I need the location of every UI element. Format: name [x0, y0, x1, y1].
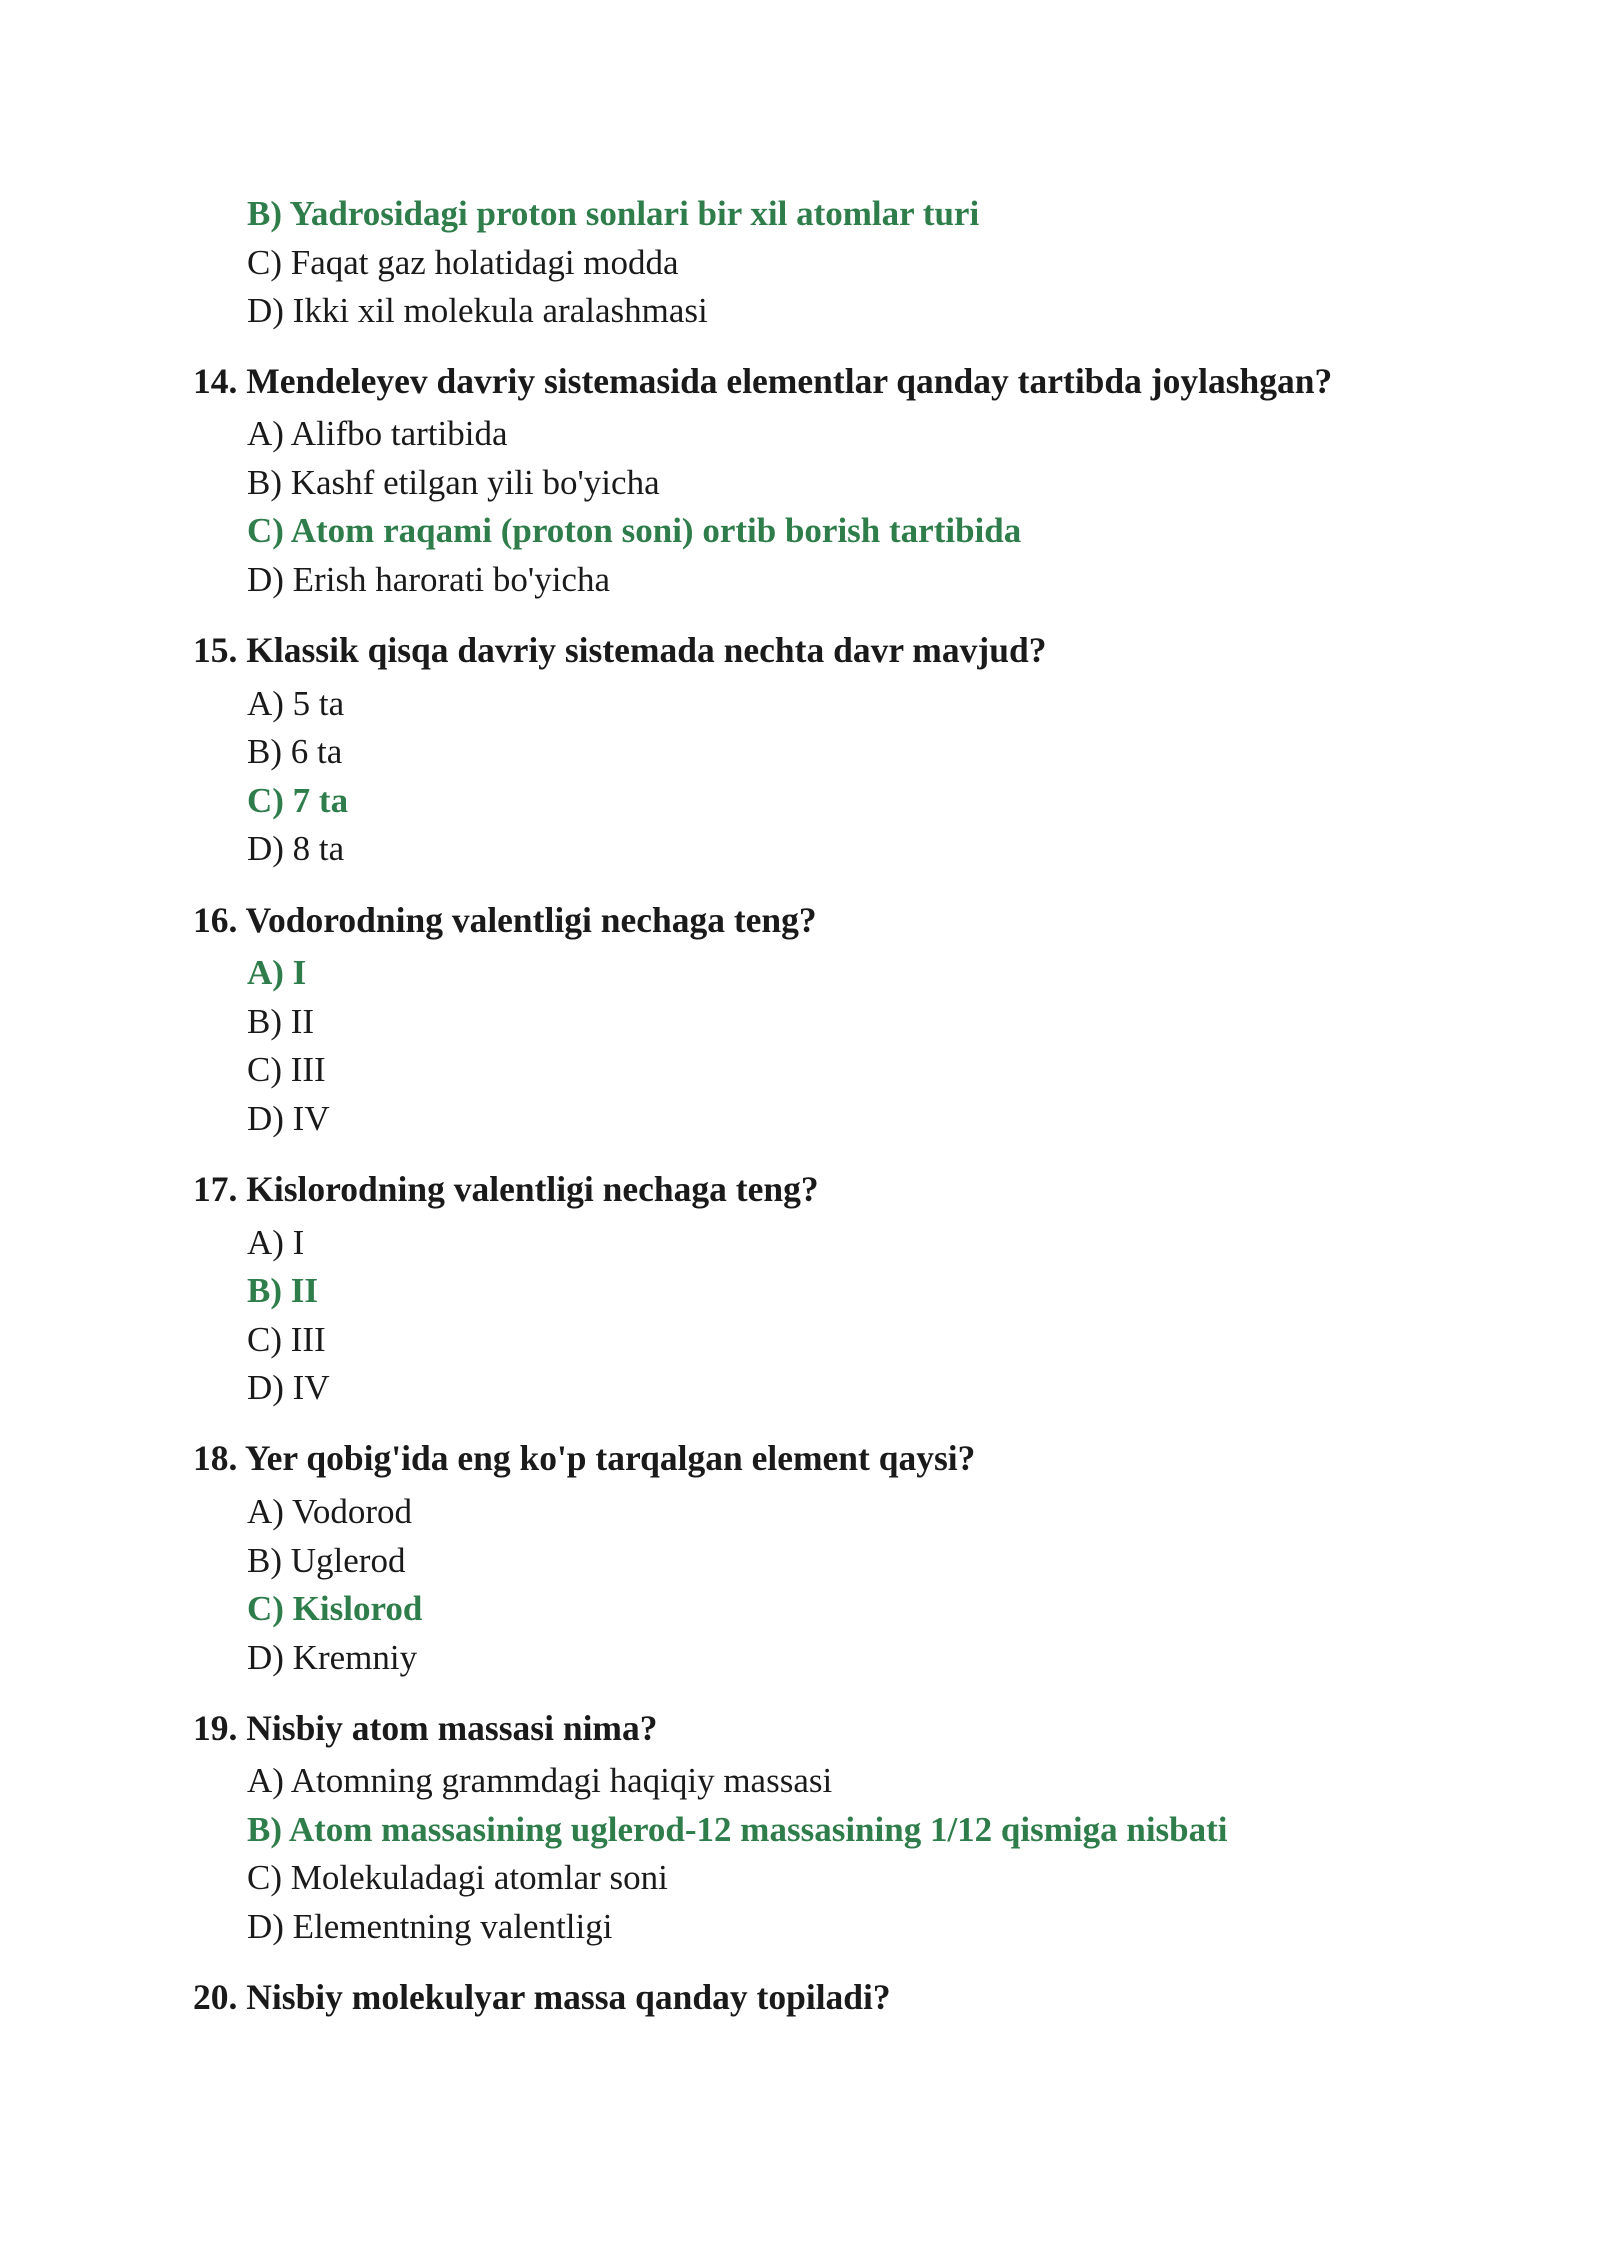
q16-option-d: D) IV: [247, 1099, 330, 1138]
q16-option-c: C) III: [247, 1050, 326, 1089]
q14-option-c-correct: C) Atom raqami (proton soni) ortib borish tartibida: [247, 511, 1022, 550]
q18-option-c-correct: C) Kislorod: [247, 1589, 423, 1628]
q17-question: 17. Kislorodning valentligi nechaga teng?: [193, 1169, 819, 1209]
q17-option-c: C) III: [247, 1320, 326, 1359]
q19-option-d: D) Elementning valentligi: [247, 1907, 613, 1946]
q19-option-a: A) Atomning grammdagi haqiqiy massasi: [247, 1761, 833, 1800]
q14-question: 14. Mendeleyev davriy sistemasida elementlar qanday tartibda joylashgan?: [193, 361, 1333, 401]
q16-option-b: B) II: [247, 1002, 315, 1041]
q18-question: 18. Yer qobig'ida eng ko'p tarqalgan element qaysi?: [193, 1438, 976, 1478]
q13-option-d: D) Ikki xil molekula aralashmasi: [247, 291, 708, 330]
q16-question: 16. Vodorodning valentligi nechaga teng?: [193, 900, 817, 940]
q15-question: 15. Klassik qisqa davriy sistemada nechta davr mavjud?: [193, 630, 1047, 670]
q17-option-d: D) IV: [247, 1368, 330, 1407]
q15-option-d: D) 8 ta: [247, 829, 345, 868]
q19-option-b-correct: B) Atom massasining uglerod-12 massasining 1/12 qismiga nisbati: [247, 1810, 1228, 1849]
q17-option-b-correct: B) II: [247, 1271, 318, 1310]
q14-option-a: A) Alifbo tartibida: [247, 414, 508, 453]
q15-option-c-correct: C) 7 ta: [247, 781, 349, 820]
q18-option-b: B) Uglerod: [247, 1541, 406, 1580]
q14-option-d: D) Erish harorati bo'yicha: [247, 560, 610, 599]
q18-option-a: A) Vodorod: [247, 1492, 412, 1531]
q13-option-c: C) Faqat gaz holatidagi modda: [247, 243, 679, 282]
q15-option-b: B) 6 ta: [247, 732, 343, 771]
q18-option-d: D) Kremniy: [247, 1638, 418, 1677]
q14-option-b: B) Kashf etilgan yili bo'yicha: [247, 463, 660, 502]
q20-question: 20. Nisbiy molekulyar massa qanday topiladi?: [193, 1977, 891, 2017]
q15-option-a: A) 5 ta: [247, 684, 345, 723]
q19-question: 19. Nisbiy atom massasi nima?: [193, 1708, 658, 1748]
q17-option-a: A) I: [247, 1223, 305, 1262]
q13-option-b-correct: B) Yadrosidagi proton sonlari bir xil atomlar turi: [247, 194, 980, 233]
q16-option-a-correct: A) I: [247, 953, 307, 992]
q19-option-c: C) Molekuladagi atomlar soni: [247, 1858, 668, 1897]
